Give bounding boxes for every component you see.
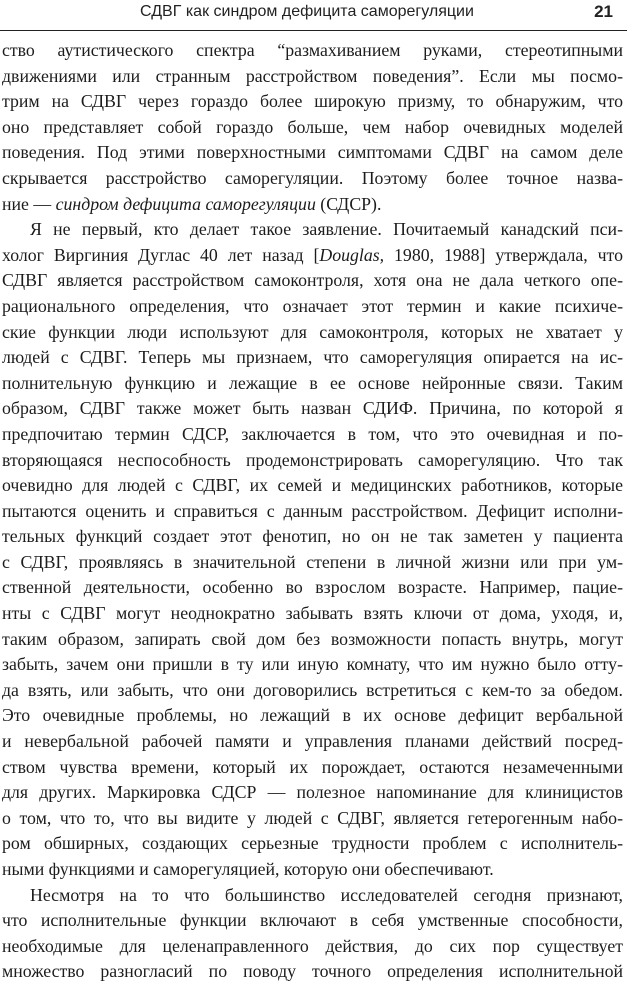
text-line: да взять, или забыть, что они договорились встретиться с кем-то за обедом. (2, 679, 623, 700)
text-line: ние — синдром дефицита саморегуляции (СДСР). (2, 193, 382, 214)
text-line: ские функции люди используют для самоконтроля, которых не хватает у (2, 321, 623, 342)
text-line: образом, СДВГ также может быть назван СДИФ. Причина, по которой я (2, 398, 623, 419)
text-line: поведения. Под этими поверхностными симптомами СДВГ на самом деле (2, 142, 623, 163)
text-line: вторяющаяся неспособность продемонстрировать саморегуляцию. Что так (2, 449, 623, 470)
text-line: ством чувства времени, который их порождает, остаются незамеченными (2, 756, 623, 777)
paragraph-1 (2, 38, 623, 217)
text-line: ство аутистического спектра “размахиванием руками, стереотипными (2, 40, 623, 60)
text-line: что исполнительные функции включают в себя умственные способности, (2, 910, 623, 931)
page-number: 21 (594, 2, 613, 21)
text-line: ственной деятельности, особенно во взрослом возрасте. Например, пацие- (2, 577, 623, 598)
text-line: для других. Маркировка СДСР — полезное напоминание для клиницистов (2, 782, 623, 803)
running-title: СДВГ как синдром дефицита саморегуляции (140, 3, 474, 20)
text-line: Я не первый, кто делает такое заявление. Почитаемый канадский пси- (30, 219, 623, 240)
text-line: тельных функций создает этот фенотип, но он не так заметен у пациента (2, 526, 623, 547)
text-line: оно представляет собой гораздо больше, чем набор очевидных моделей (2, 116, 623, 137)
text-line: рационального определения, что означает этот термин и какие психиче- (2, 295, 623, 316)
text-line: о том, что то, что вы видите у людей с СДВГ, является гетерогенным набо- (2, 807, 623, 828)
paragraph-3 (2, 883, 623, 985)
page-header (0, 0, 627, 31)
text-line: ными функциями и саморегуляцией, которую они обеспечивают. (2, 859, 494, 879)
body-text (2, 38, 623, 985)
text-line: и невербальной рабочей памяти и управления планами действий посред- (2, 731, 623, 752)
text-line: забыть, зачем они пришли в ту или иную комнату, что им нужно было отту- (2, 654, 623, 675)
text-line: таким образом, запирать свой дом без возможности попасть внутрь, могут (2, 628, 623, 649)
text-line: очевидно для людей с СДВГ, их семей и медицинских работников, которые (2, 475, 623, 496)
text-line: СДВГ является расстройством самоконтроля, хотя она не дала четкого опе- (2, 270, 623, 291)
text-line: движениями или странным расстройством поведения”. Если мы посмо- (2, 65, 623, 86)
text-line: полнительную функцию и лежащие в ее основе нейронные связи. Таким (2, 372, 623, 393)
text-line: с СДВГ, проявляясь в значительной степени в личной жизни или при ум- (2, 551, 623, 572)
text-line: Это очевидные проблемы, но лежащий в их основе дефицит вербальной (2, 705, 623, 726)
text-line: людей с СДВГ. Теперь мы признаем, что саморегуляция опирается на ис- (2, 347, 623, 368)
text-line: Несмотря на то что большинство исследователей сегодня признают, (30, 884, 623, 905)
text-line: множество разногласий по поводу точного определения исполнительной (2, 961, 623, 982)
text-line: необходимые для целенаправленного действия, до сих пор существует (2, 935, 623, 956)
text-line: предпочитаю термин СДСР, заключается в том, что это очевидная и по- (2, 423, 623, 444)
text-line: трим на СДВГ через гораздо более широкую призму, то обнаружим, что (2, 91, 623, 112)
paragraph-2 (2, 217, 623, 882)
text-line: холог Виргиния Дуглас 40 лет назад [Douglas, 1980, 1988] утверждала, что (2, 244, 623, 265)
text-line: ром обширных, создающих серьезные трудности проблем с исполнитель- (2, 833, 623, 854)
text-line: пытаются оценить и справиться с данным расстройством. Дефицит исполни- (2, 500, 623, 521)
text-line: нты с СДВГ могут неоднократно забывать взять ключи от дома, уходя, и, (2, 603, 623, 624)
text-line: скрывается расстройство саморегуляции. Поэтому более точное назва- (2, 167, 623, 188)
